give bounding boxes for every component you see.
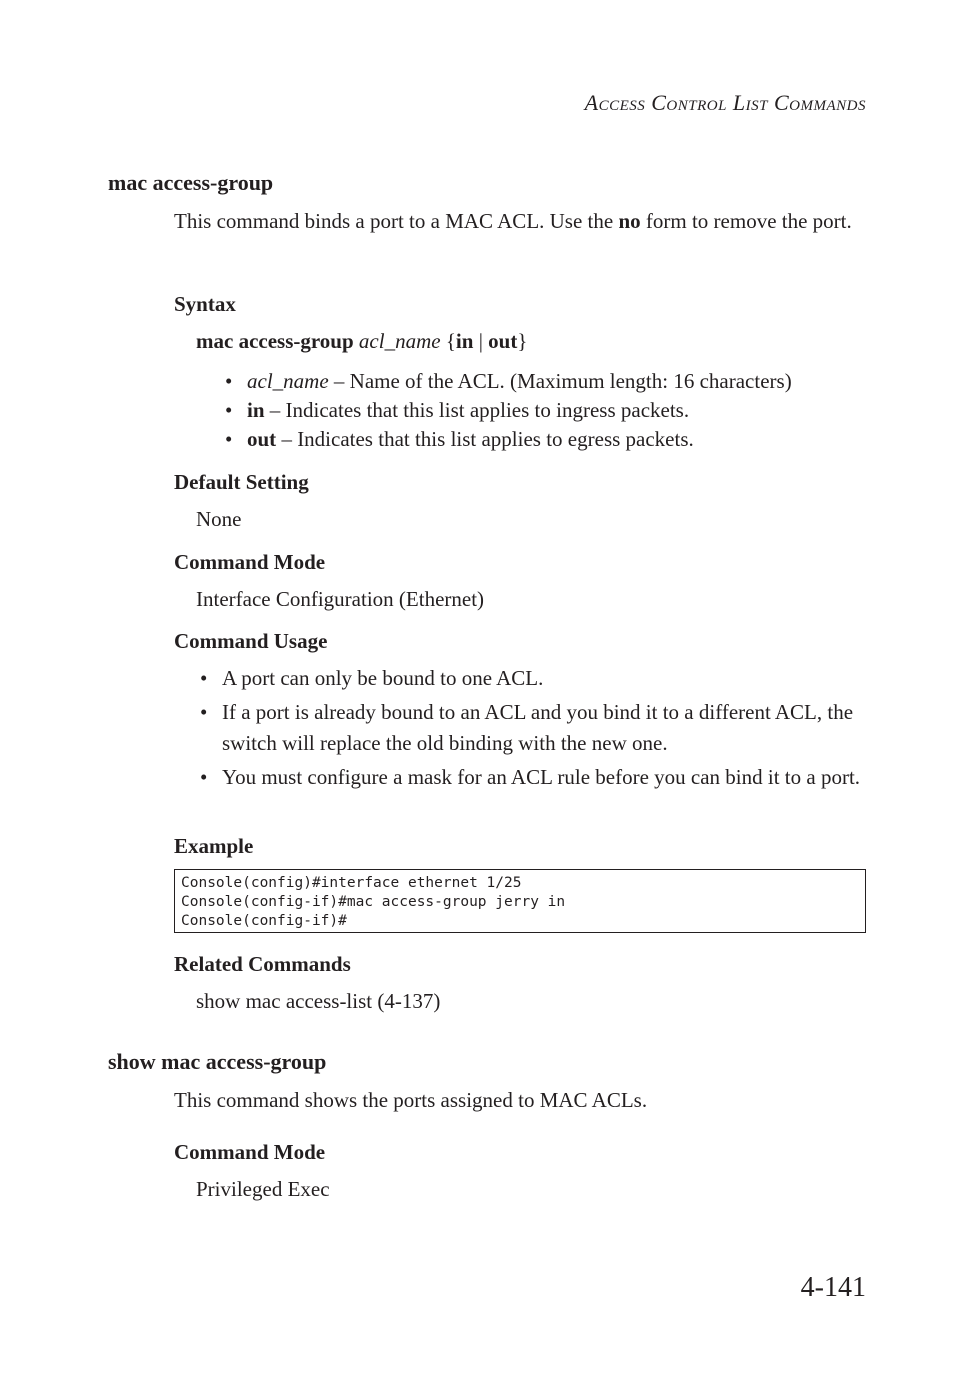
list-item: • out – Indicates that this list applies to egress packets. — [221, 425, 861, 454]
command-mode-value: Interface Configuration (Ethernet) — [196, 587, 485, 611]
command-usage-list — [196, 663, 864, 796]
section2-description: This command shows the ports assigned to MAC ACLs. — [174, 1088, 648, 1112]
code-line: Console(config-if)#mac access-group jerry in — [181, 894, 566, 910]
section-title-mac-access-group: mac access-group — [108, 170, 274, 195]
default-setting-heading: Default Setting — [174, 470, 309, 494]
command-mode-value: Privileged Exec — [196, 1177, 330, 1201]
list-item: • in – Indicates that this list applies to ingress packets. — [221, 396, 861, 425]
syntax-parameter-list — [221, 367, 861, 454]
page-number: 4-141 — [800, 1272, 866, 1303]
example-heading: Example — [174, 834, 254, 858]
code-line: Console(config)#interface ethernet 1/25 — [181, 875, 522, 891]
example-code-block — [174, 869, 866, 933]
syntax-param: acl_name — [358, 329, 441, 353]
related-command-link[interactable]: show mac access-list (4-137) — [196, 989, 441, 1013]
section1-description: This command binds a port to a MAC ACL. Use the no form to remove the port. — [174, 209, 852, 233]
syntax-command: mac access-group — [196, 329, 354, 353]
default-setting-value: None — [196, 507, 242, 531]
list-item: • A port can only be bound to one ACL. — [196, 663, 864, 694]
command-mode-heading: Command Mode — [174, 550, 326, 574]
command-usage-heading: Command Usage — [174, 629, 328, 653]
list-item: • acl_name – Name of the ACL. (Maximum length: 16 characters) — [221, 367, 861, 396]
running-header: Access Control List Commands — [584, 90, 866, 115]
command-mode-heading: Command Mode — [174, 1140, 326, 1164]
code-line: Console(config-if)# — [181, 913, 347, 929]
related-commands-heading: Related Commands — [174, 952, 351, 976]
syntax-command-line: mac access-group acl_name {in | out} — [196, 329, 528, 353]
list-item: • If a port is already bound to an ACL and you bind it to a different ACL, the switch will replace the old binding with the new one. — [196, 697, 864, 759]
list-item: • You must configure a mask for an ACL rule before you can bind it to a port. — [196, 762, 864, 793]
syntax-heading: Syntax — [174, 292, 236, 316]
section-title-show-mac-access-group: show mac access-group — [108, 1049, 327, 1074]
